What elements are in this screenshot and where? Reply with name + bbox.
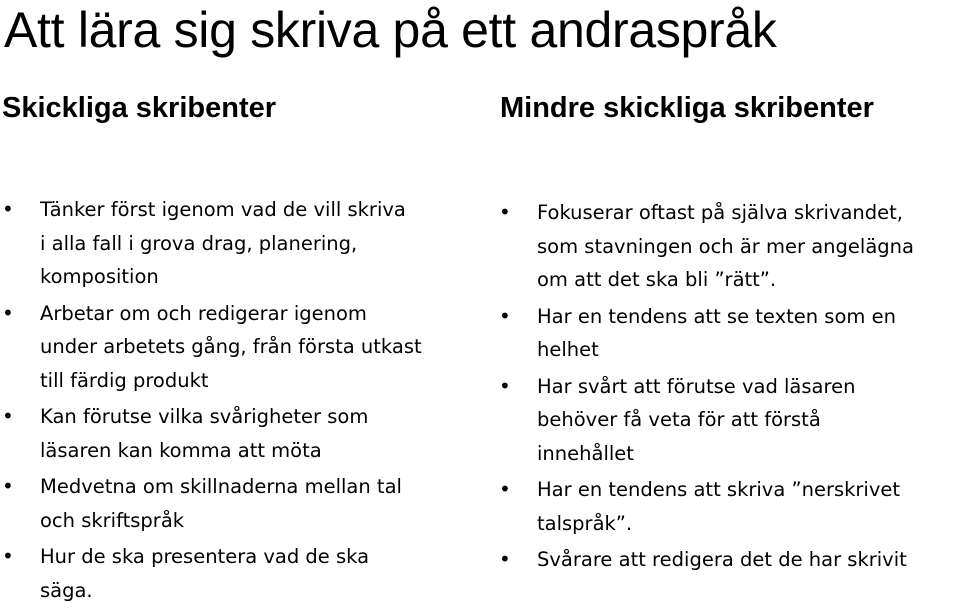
list-item-text: Har en tendens att skriva ”nerskrivet talspråk”. — [537, 478, 901, 535]
bullet-icon: • — [499, 303, 511, 328]
less-skilled-writers-list — [497, 196, 959, 580]
list-item-text: Har en tendens att se texten som en helhet — [537, 304, 896, 361]
bullet-icon: • — [2, 544, 14, 568]
bullet-icon: • — [2, 404, 14, 428]
list-item — [497, 300, 959, 367]
list-item — [0, 470, 455, 537]
bullet-icon: • — [499, 477, 511, 501]
bullet-icon: • — [499, 547, 511, 571]
list-item — [0, 193, 455, 294]
list-item — [0, 540, 455, 607]
list-item-text: Har svårt att förutse vad läsaren behöver få veta för att förstå innehållet — [537, 374, 856, 465]
list-item — [497, 543, 959, 577]
list-item — [0, 400, 455, 467]
bullet-icon: • — [499, 200, 511, 224]
list-item — [497, 196, 959, 297]
list-item-text: Kan förutse vilka svårigheter som läsaren kan komma att möta — [40, 405, 369, 462]
slide-title: Att lära sig skriva på ett andraspråk — [4, 2, 777, 58]
list-item — [497, 473, 959, 540]
list-item-text: Fokuserar oftast på själva skrivandet, som stavningen och är mer angelägna om att det ska bli ”rätt”. — [537, 201, 914, 291]
list-item-text: Hur de ska presentera vad de ska säga. — [40, 545, 370, 602]
list-item-text: Svårare att redigera det de har skrivit — [537, 548, 907, 571]
list-item-text: Tänker först igenom vad de vill skriva i alla fall i grova drag, planering, komposition — [40, 198, 406, 288]
list-item-text: Arbetar om och redigerar igenom under arbetets gång, från första utkast till färdig produkt — [40, 301, 422, 392]
heading-less-skilled-writers: Mindre skickliga skribenter — [500, 92, 874, 124]
bullet-icon: • — [2, 197, 14, 221]
bullet-icon: • — [499, 373, 511, 398]
bullet-icon: • — [2, 474, 14, 498]
skilled-writers-list — [0, 193, 455, 610]
heading-skilled-writers: Skickliga skribenter — [2, 92, 277, 124]
bullet-icon: • — [2, 300, 14, 325]
list-item — [497, 370, 959, 471]
list-item-text: Medvetna om skillnaderna mellan tal och skriftspråk — [40, 475, 402, 532]
list-item — [0, 297, 455, 398]
